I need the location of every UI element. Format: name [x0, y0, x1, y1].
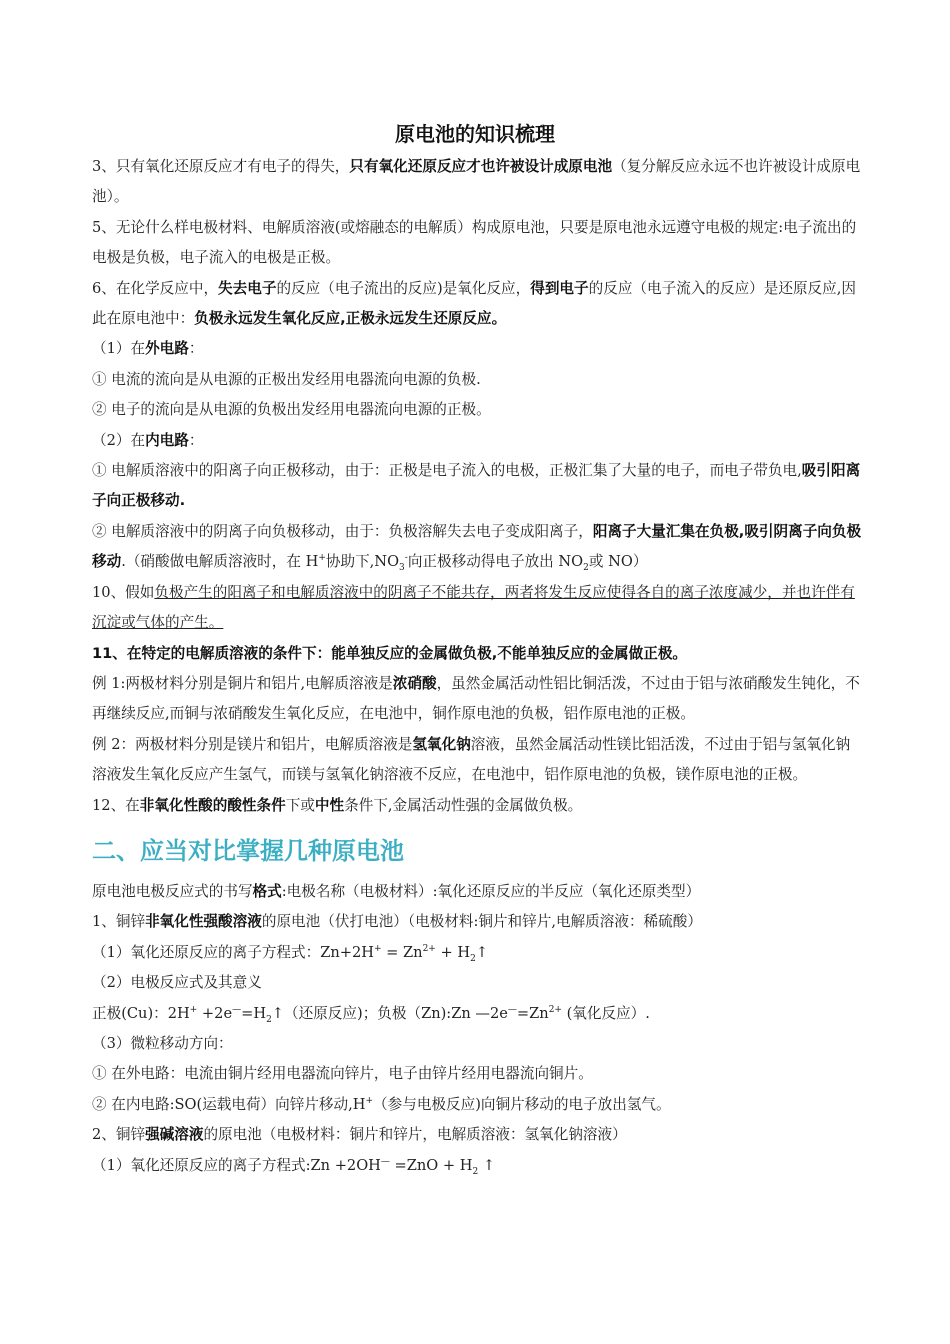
text: 1、铜锌 [92, 913, 146, 931]
cell-1-movement-1: ① 在外电路：电流由铜片经用电器流向锌片，电子由锌片经用电器流向铜片。 [92, 1065, 593, 1083]
bold-text: 氢氧化钠 [412, 735, 471, 753]
text: =Zn [516, 1004, 549, 1022]
text: (氧化反应）. [561, 1004, 650, 1022]
document-body [92, 152, 862, 1181]
inner-circuit-item-2 [92, 517, 862, 578]
text: ，虽然金属活动性铝比铜活泼，不过由于铝与浓硝酸发生钝化，不再继续反应,而铜与浓硝酸发生氧化反应，在电池中，铜作原电池的负极，铝作原电池的正极。 [92, 674, 860, 723]
text: =H [241, 1004, 267, 1022]
subscript: 3 [399, 563, 405, 574]
superscript: + [318, 553, 326, 564]
outer-circuit-item-2: ② 电子的流向是从电源的负极出发经用电器流向电源的正极。 [92, 401, 491, 419]
superscript: — [380, 1156, 390, 1167]
cell-1-subheading-2: （2）电极反应式及其意义 [92, 974, 262, 992]
text: 3、只有氧化还原反应才有电子的得失， [92, 158, 350, 175]
text: ↑（还原反应)；负极（Zn):Zn —2e [271, 1004, 508, 1022]
text: +2e [197, 1004, 233, 1022]
bold-text: 阳离子大量汇集在负极,吸引阴离子向负极移动 [92, 522, 862, 571]
text: 的原电池（电极材料：铜片和锌片，电解质溶液：氢氧化钠溶液） [203, 1126, 627, 1144]
superscript: 2+ [422, 943, 436, 954]
superscript: + [373, 943, 382, 954]
underlined-text: 负极产生的阳离子和电解质溶液中的阴离子不能共存，两者将发生反应使得各自的离子浓度减少，并也许伴有沉淀或气体的产生。 [92, 583, 855, 632]
example-2 [92, 730, 862, 791]
subscript: 2 [472, 1166, 479, 1177]
text: （1）氧化还原反应的离子方程式：Zn+2H [92, 943, 374, 961]
bold-text: 非氧化性酸的酸性条件 [139, 796, 286, 814]
cell-1-subheading-3: （3）微粒移动方向： [92, 1034, 233, 1052]
inner-circuit-item-1 [92, 456, 862, 517]
text: 下或 [285, 796, 315, 814]
bold-text: 浓硝酸 [392, 674, 437, 692]
text: 原电池电极反应式的书写 [92, 882, 253, 900]
bold-text: 负极永远发生氧化反应,正极永远发生还原反应。 [194, 310, 507, 328]
format-line [92, 877, 862, 907]
paragraph-10 [92, 578, 862, 639]
superscript: — [507, 1004, 517, 1015]
text: ① 电解质溶液中的阳离子向正极移动，由于：正极是电子流入的电极，正极汇集了大量的电子，而电子带负电, [92, 462, 802, 480]
text: （2）在 [92, 431, 146, 449]
text: 例 1:两极材料分别是铜片和铝片,电解质溶液是 [92, 674, 393, 692]
text: 的反应（电子流出的反应)是氧化反应， [276, 279, 531, 297]
bold-text: 得到电子 [530, 279, 589, 297]
cell-1-title [92, 907, 862, 937]
text: （参与电极反应)向铜片移动的电子放出氢气。 [373, 1095, 671, 1113]
paragraph-12 [92, 791, 862, 821]
text: ： [188, 340, 204, 358]
text: ： [188, 431, 204, 449]
text: ↑ [475, 943, 489, 961]
text: = Zn [381, 943, 423, 961]
bold-text: 内电路 [145, 431, 189, 449]
bold-text: 只有氧化还原反应才也许被设计成原电池 [349, 158, 613, 175]
text: 12、在 [92, 796, 140, 814]
paragraph-5: 5、无论什么样电极材料、电解质溶液(或熔融态的电解质）构成原电池，只要是原电池永远遵守电极的规定:电子流出的电极是负极，电子流入的电极是正极。 [92, 218, 857, 267]
bold-text: 格式 [252, 882, 282, 900]
superscript: + [189, 1004, 198, 1015]
text: 溶液，虽然金属活动性镁比铝活泼，不过由于铝与氢氧化钠溶液发生氧化反应产生氢气，而镁与氢氧化钠溶液不反应，在电池中，铝作原电池的负极，镁作原电池的正极。 [92, 735, 851, 784]
cell-2-ionic-equation [92, 1151, 862, 1181]
bold-text: 非氧化性强酸溶液 [145, 913, 262, 931]
bold-text: 吸引阳离子向正极移动. [92, 462, 861, 510]
cell-1-electrode-equations [92, 999, 862, 1029]
text: ↑ [478, 1156, 496, 1174]
text: （复分解反应永远不也许被设计成原电池）。 [92, 158, 861, 206]
bold-text: 强碱溶液 [145, 1126, 204, 1144]
text: + H [435, 943, 471, 961]
text: 2、铜锌 [92, 1126, 146, 1144]
text: :电极名称（电极材料）:氧化还原反应的半反应（氧化还原类型） [281, 882, 701, 900]
text: （1）在 [92, 340, 146, 358]
section-heading: 二、应当对比掌握几种原电池 [92, 836, 404, 865]
cell-1-ionic-equation [92, 938, 862, 968]
text: ② 在内电路:SO(运载电荷）向锌片移动,H [92, 1095, 366, 1113]
outer-circuit-heading [92, 334, 862, 364]
text: 条件下,金属活动性强的金属做负极。 [344, 796, 583, 814]
cell-1-movement-2 [92, 1090, 862, 1120]
superscript: + [365, 1095, 374, 1106]
text: 或 NO） [588, 553, 648, 571]
bold-text: 11、在特定的电解质溶液的条件下：能单独反应的金属做负极,不能单独反应的金属做正极。 [92, 644, 688, 662]
text: 正极(Cu)：2H [92, 1004, 190, 1022]
paragraph-6 [92, 274, 862, 335]
text: 的原电池（伏打电池）（电极材料:铜片和锌片,电解质溶液：稀硫酸） [261, 913, 702, 931]
bold-text: 失去电子 [218, 279, 277, 297]
subscript: 2 [266, 1014, 272, 1025]
superscript: - [404, 553, 408, 564]
bold-text: 外电路 [145, 340, 189, 358]
bold-text: 中性 [314, 796, 345, 814]
text: 6、在化学反应中， [92, 279, 219, 297]
text: =ZnO + H [389, 1156, 473, 1174]
paragraph-11 [92, 639, 862, 669]
example-1 [92, 669, 862, 730]
text: ② 电解质溶液中的阴离子向负极移动，由于：负极溶解失去电子变成阳离子， [92, 522, 593, 540]
text: 例 2：两极材料分别是镁片和铝片，电解质溶液是 [92, 735, 413, 753]
document-title: 原电池的知识梳理 [395, 122, 555, 146]
cell-2-title [92, 1120, 862, 1150]
inner-circuit-heading [92, 426, 862, 456]
superscript: 2+ [548, 1004, 562, 1015]
text: （1）氧化还原反应的离子方程式:Zn +2OH [92, 1156, 381, 1174]
text: 协助下,NO [325, 553, 400, 571]
superscript: — [232, 1004, 242, 1015]
subscript: 2 [583, 563, 589, 574]
text: 向正极移动得电子放出 NO [407, 553, 584, 571]
text: 10、假如 [92, 583, 155, 601]
paragraph-3 [92, 152, 862, 213]
text: .（硝酸做电解质溶液时，在 H [121, 553, 319, 571]
text: 的反应（电子流入的反应）是还原反应,因此在原电池中： [92, 279, 856, 328]
subscript: 2 [470, 953, 476, 964]
outer-circuit-item-1: ① 电流的流向是从电源的正极出发经用电器流向电源的负极. [92, 370, 481, 388]
